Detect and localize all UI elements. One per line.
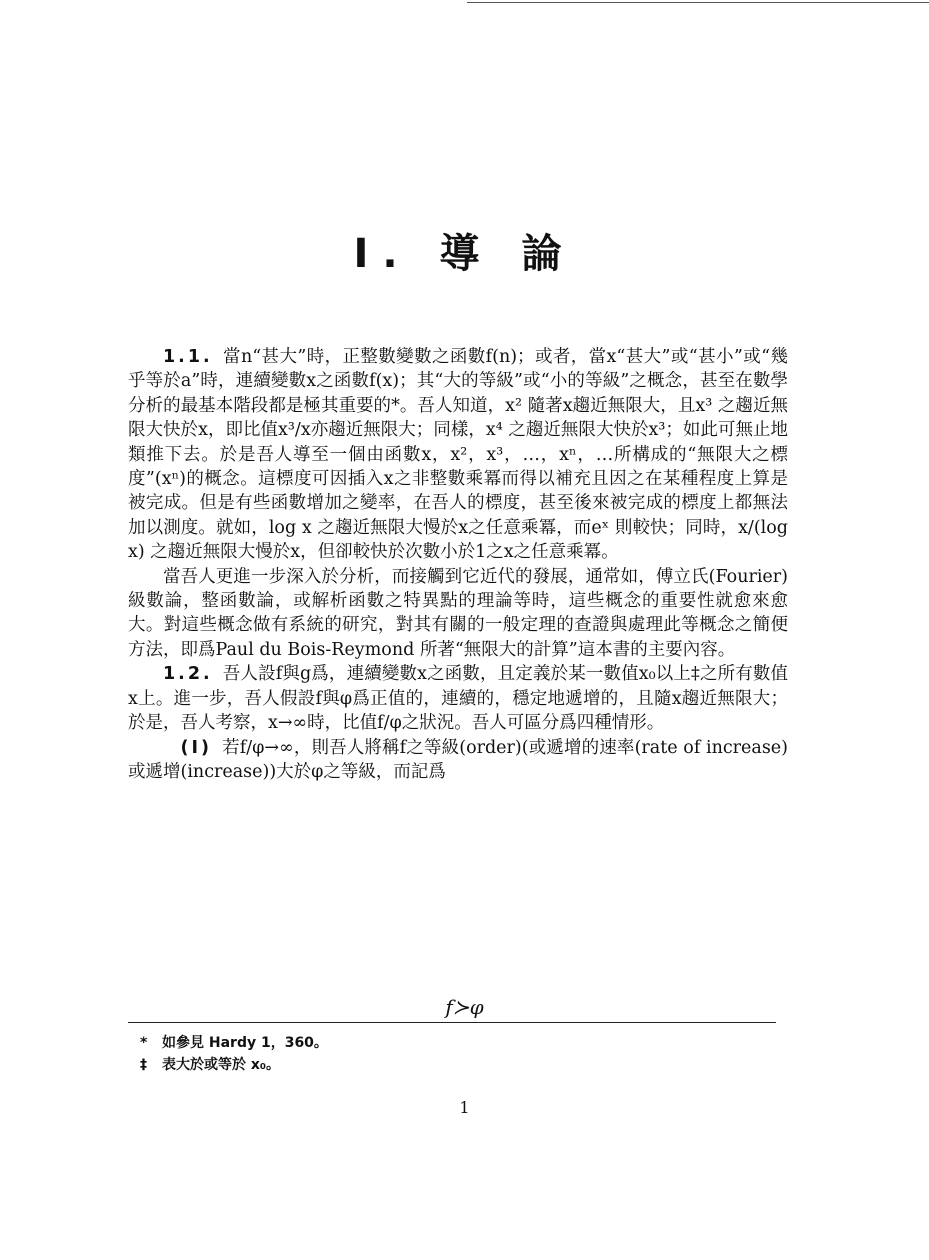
paragraph-text: 當n“甚大”時，正整數變數之函數f(n)；或者，當x“甚大”或“甚小”或“幾乎等於a”時，連續變數x之函數f(x)；其“大的等級”或“小的等級”之概念，甚至在數學分析的最基本階段都是極其重要的*。吾人知道，x² 隨著x趨近無限大，且x³ 之趨近無限大快於x，即比值x³/x亦趨近無限大；同樣，x⁴ 之趨近無限大快於x³；如此可無止地類推下去。於是吾人導至一個由函數x，x²，x³，…，xⁿ，…所構成的“無限大之標度”(xⁿ)的概念。這標度可因插入x之非整數乘冪而得以補充且因之在某種程度上算是被完成。但是有些函數增加之變率，在吾人的標度，甚至後來被完成的標度上都無法加以測度。就如，log x 之趨近無限大慢於x之任意乘冪，而eˣ 則較快；同時，x/(log x) 之趨近無限大慢於x，但卻較快於次數小於1之x之任意乘冪。	[128, 347, 788, 563]
top-rule	[467, 2, 929, 3]
footnote	[140, 1054, 328, 1076]
paragraph-case-i	[128, 736, 788, 785]
page-number: 1	[459, 1098, 470, 1117]
paragraph-text: 當吾人更進一步深入於分析，而接觸到它近代的發展，通常如，傅立氏(Fourier)級數論，整函數論，或解析函數之特異點的理論等時，這些概念的重要性就愈來愈大。對這些概念做有系統的研究，對其有關的一般定理的查證與處理此等概念之簡便方法，即爲Paul du Bois-Reymond 所著“無限大的計算”這本書的主要內容。	[128, 566, 788, 660]
formula: f≻φ	[445, 995, 484, 1019]
paragraph-1-1	[128, 345, 788, 565]
body-text	[128, 345, 788, 784]
chapter-title: I. 導 論	[353, 231, 576, 277]
paragraph-fourier	[128, 565, 788, 663]
footnote-mark: *	[140, 1035, 148, 1051]
case-label: (I)	[180, 737, 213, 758]
footnote-text: 表大於或等於 x₀。	[162, 1057, 281, 1073]
footnotes	[140, 1032, 328, 1076]
footnote-rule	[128, 1022, 776, 1023]
section-number: 1.1.	[163, 347, 213, 367]
paragraph-text: 若f/φ→∞，則吾人將稱f之等級(order)(或遞增的速率(rate of increase)或遞增(increase))大於φ之等級，而記爲	[128, 737, 788, 782]
footnote-text: 如參見 Hardy 1，360。	[162, 1035, 328, 1051]
section-number: 1.2.	[163, 664, 213, 685]
paragraph-1-2	[128, 662, 788, 735]
paragraph-text: 吾人設f與g爲，連續變數x之函數，且定義於某一數值x₀以上‡之所有數值x上。進一步，吾人假設f與φ爲正值的，連續的，穩定地遞增的，且隨x趨近無限大；於是，吾人考察，x→∞時，比值f/φ之狀況。吾人可區分爲四種情形。	[128, 664, 788, 734]
footnote-mark: ‡	[140, 1057, 147, 1073]
footnote	[140, 1032, 328, 1054]
